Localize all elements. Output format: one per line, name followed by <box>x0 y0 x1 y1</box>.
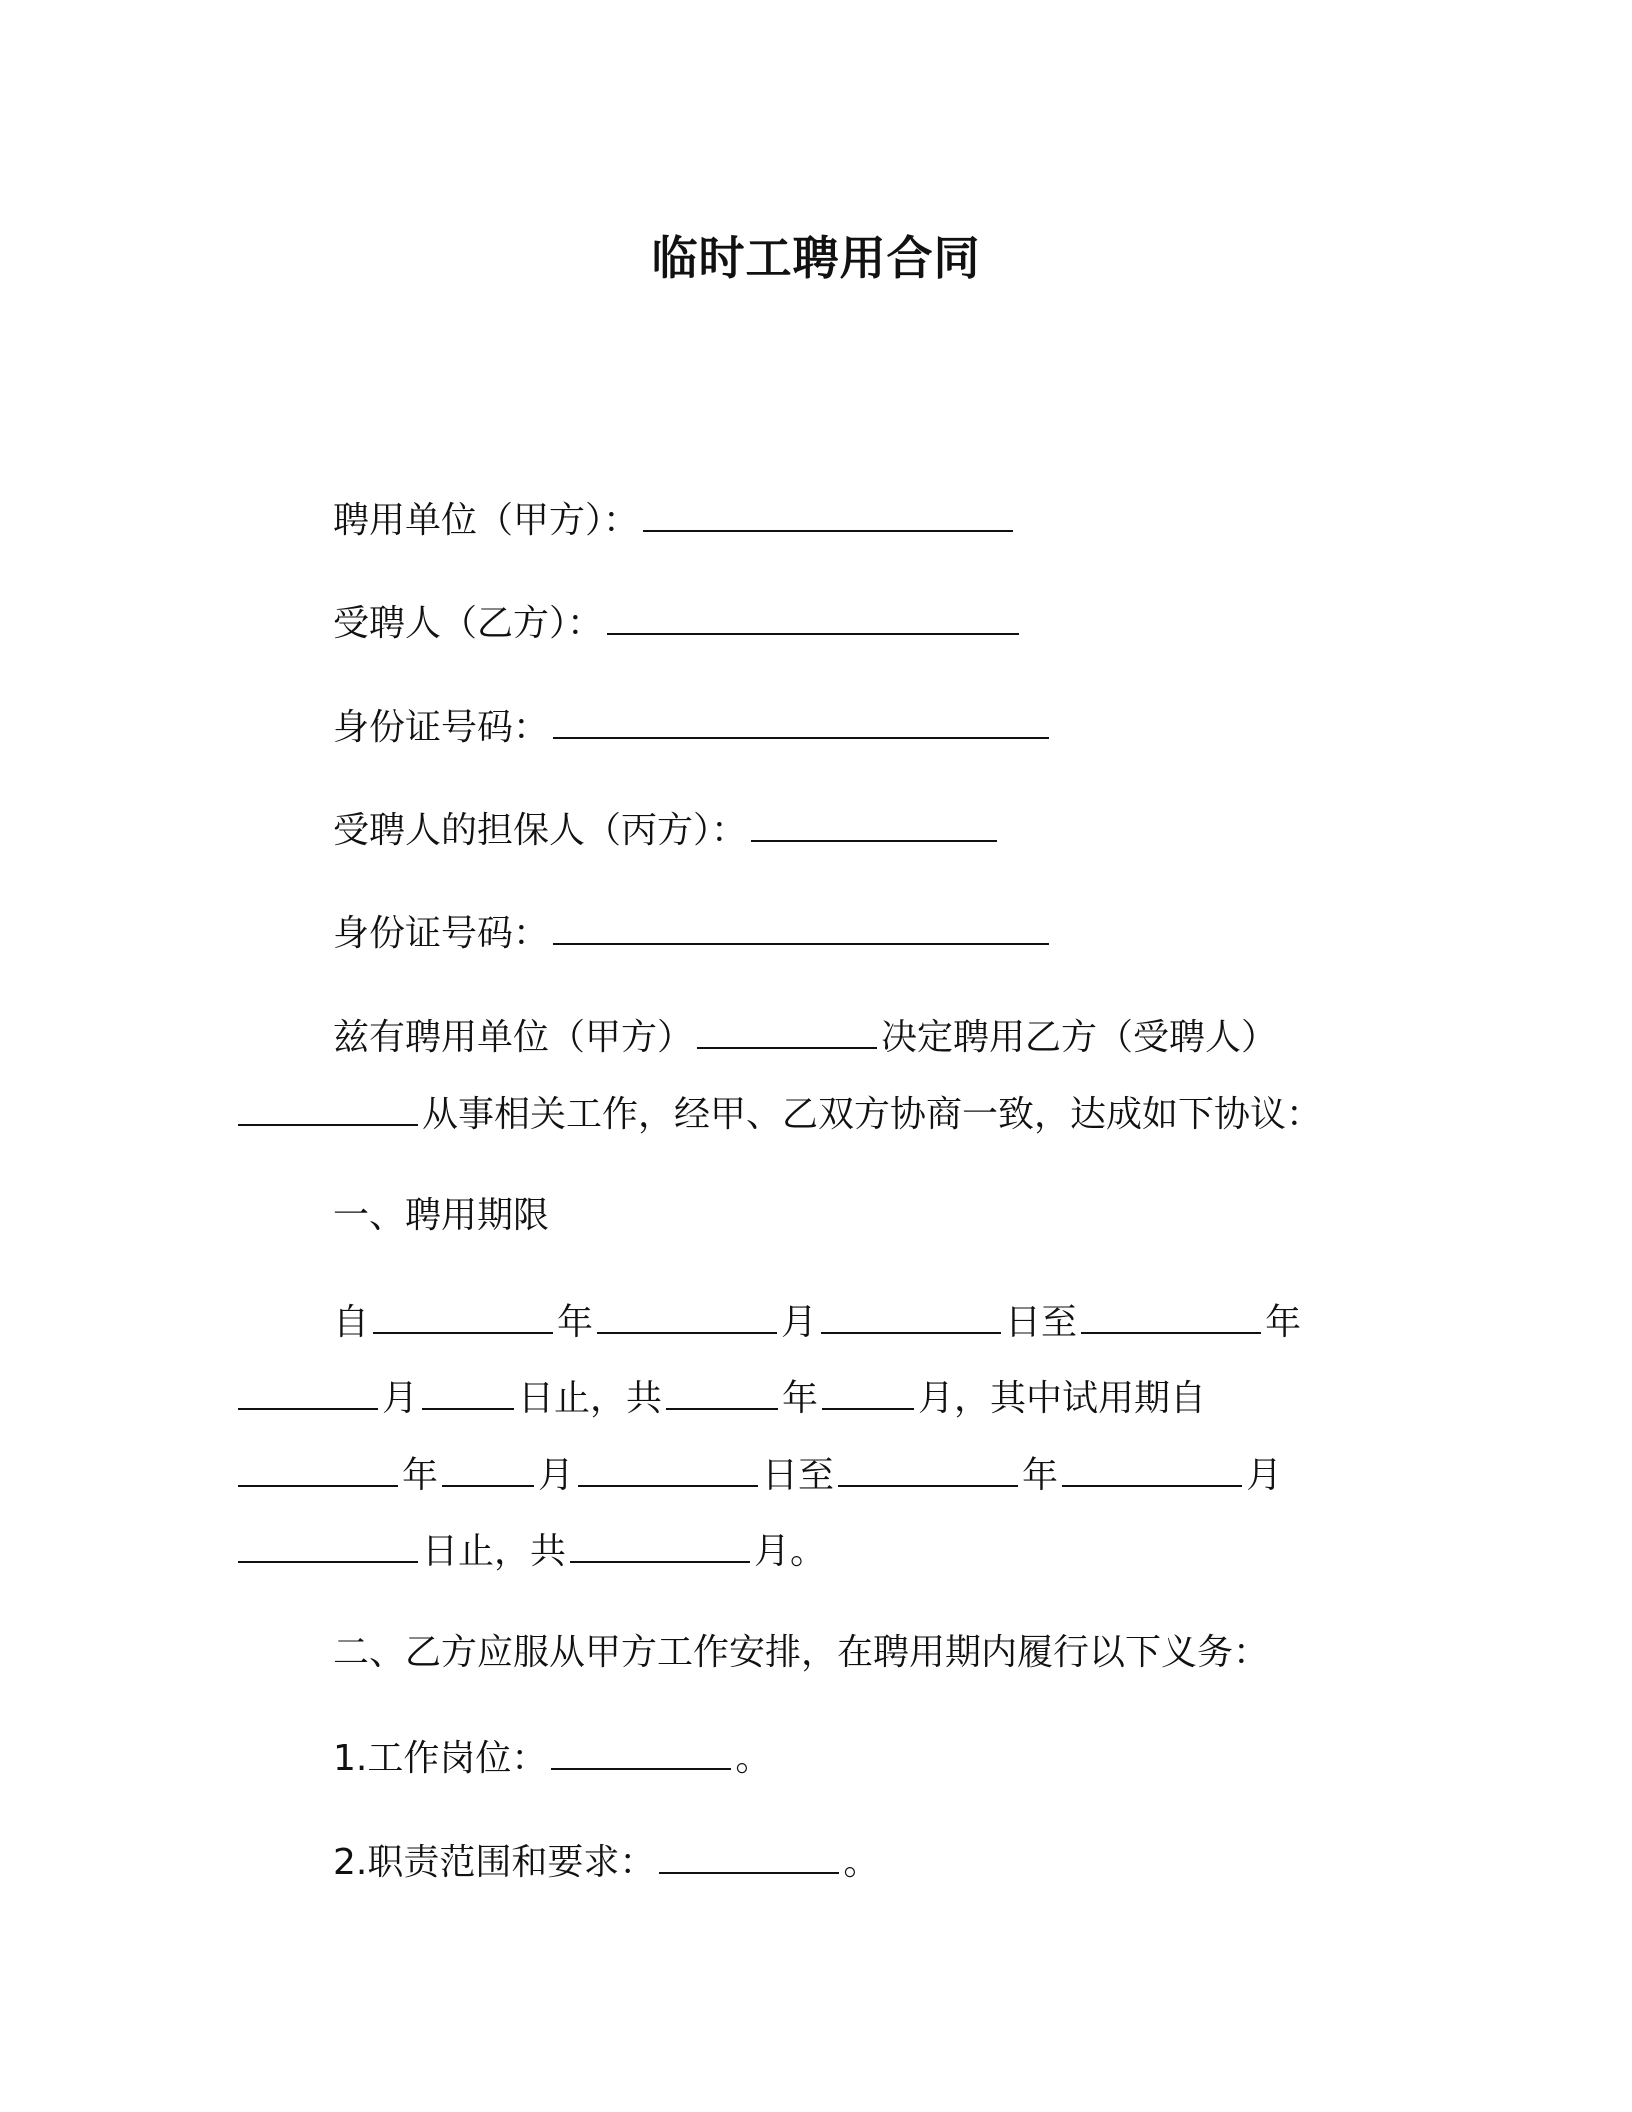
term-ri-zhi-1: 日至 <box>1005 1302 1078 1343</box>
intro-line-2 <box>238 1094 1322 1133</box>
guarantor-field <box>333 810 1001 849</box>
trial-total-months-blank[interactable] <box>570 1531 750 1563</box>
start-day-blank[interactable] <box>821 1302 1001 1334</box>
employee-blank[interactable] <box>607 603 1019 635</box>
job-position-blank[interactable] <box>551 1738 731 1770</box>
term-nian-1: 年 <box>557 1302 594 1343</box>
term-nian-2: 年 <box>1265 1302 1302 1343</box>
id-number-field-1 <box>333 707 1053 746</box>
term-nian-4: 年 <box>402 1455 439 1496</box>
intro-text-1: 兹有聘用单位（甲方） <box>333 1017 694 1058</box>
intro-line-1 <box>333 1017 1277 1056</box>
trial-start-month-blank[interactable] <box>442 1455 534 1487</box>
duty-item-1 <box>333 1738 771 1777</box>
end-year-blank[interactable] <box>1081 1302 1261 1334</box>
term-yue-3: 月 <box>538 1455 575 1496</box>
id-number-field-2 <box>333 913 1053 952</box>
term-line-1 <box>333 1302 1301 1341</box>
term-yue-4: 月 <box>1246 1455 1283 1496</box>
duty-item-1-label: 1.工作岗位： <box>333 1738 548 1779</box>
employee-label: 受聘人（乙方）： <box>333 603 604 644</box>
guarantor-blank[interactable] <box>751 810 997 842</box>
term-ri-zhi-2: 日至 <box>762 1455 835 1496</box>
term-line-2 <box>238 1378 1206 1417</box>
term-line-4 <box>238 1531 826 1570</box>
id-number-blank-1[interactable] <box>553 707 1049 739</box>
end-month-blank[interactable] <box>238 1378 378 1410</box>
duty-item-1-period: 。 <box>735 1738 772 1779</box>
duty-item-2 <box>333 1842 879 1881</box>
term-zi: 自 <box>333 1302 370 1343</box>
employee-field <box>333 603 1023 642</box>
employer-blank[interactable] <box>643 500 1013 532</box>
section2-heading: 二、乙方应服从甲方工作安排，在聘用期内履行以下义务： <box>333 1632 1270 1673</box>
term-yue-1: 月 <box>781 1302 818 1343</box>
responsibilities-blank[interactable] <box>659 1842 839 1874</box>
guarantor-label: 受聘人的担保人（丙方）： <box>333 810 748 851</box>
duty-item-2-period: 。 <box>843 1842 880 1883</box>
section1-heading: 一、聘用期限 <box>333 1195 550 1236</box>
trial-start-year-blank[interactable] <box>238 1455 398 1487</box>
page-title: 临时工聘用合同 <box>651 231 981 285</box>
term-yue-end: 月。 <box>754 1531 827 1572</box>
trial-end-year-blank[interactable] <box>838 1455 1018 1487</box>
intro-text-3: 从事相关工作，经甲、乙双方协商一致，达成如下协议： <box>422 1094 1323 1135</box>
term-nian-5: 年 <box>1022 1455 1059 1496</box>
trial-end-month-blank[interactable] <box>1062 1455 1242 1487</box>
intro-text-2: 决定聘用乙方（受聘人） <box>881 1017 1278 1058</box>
start-month-blank[interactable] <box>597 1302 777 1334</box>
trial-start-day-blank[interactable] <box>578 1455 758 1487</box>
id-number-label-2: 身份证号码： <box>333 913 550 954</box>
total-months-blank[interactable] <box>822 1378 914 1410</box>
duty-item-2-label: 2.职责范围和要求： <box>333 1842 656 1883</box>
term-line-3 <box>238 1455 1282 1494</box>
term-yue-2: 月 <box>382 1378 419 1419</box>
id-number-label-1: 身份证号码： <box>333 707 550 748</box>
employer-label: 聘用单位（甲方）： <box>333 500 640 541</box>
employer-field <box>333 500 1017 539</box>
term-yue-qizhong: 月，其中试用期自 <box>918 1378 1207 1419</box>
trial-end-day-blank[interactable] <box>238 1531 418 1563</box>
start-year-blank[interactable] <box>373 1302 553 1334</box>
intro-employee-blank[interactable] <box>238 1094 418 1126</box>
term-ri-zhi-gong-1: 日止，共 <box>518 1378 663 1419</box>
term-ri-zhi-gong-2: 日止，共 <box>422 1531 567 1572</box>
intro-employer-blank[interactable] <box>697 1017 877 1049</box>
id-number-blank-2[interactable] <box>553 913 1049 945</box>
total-years-blank[interactable] <box>666 1378 778 1410</box>
term-nian-3: 年 <box>782 1378 819 1419</box>
end-day-blank[interactable] <box>422 1378 514 1410</box>
